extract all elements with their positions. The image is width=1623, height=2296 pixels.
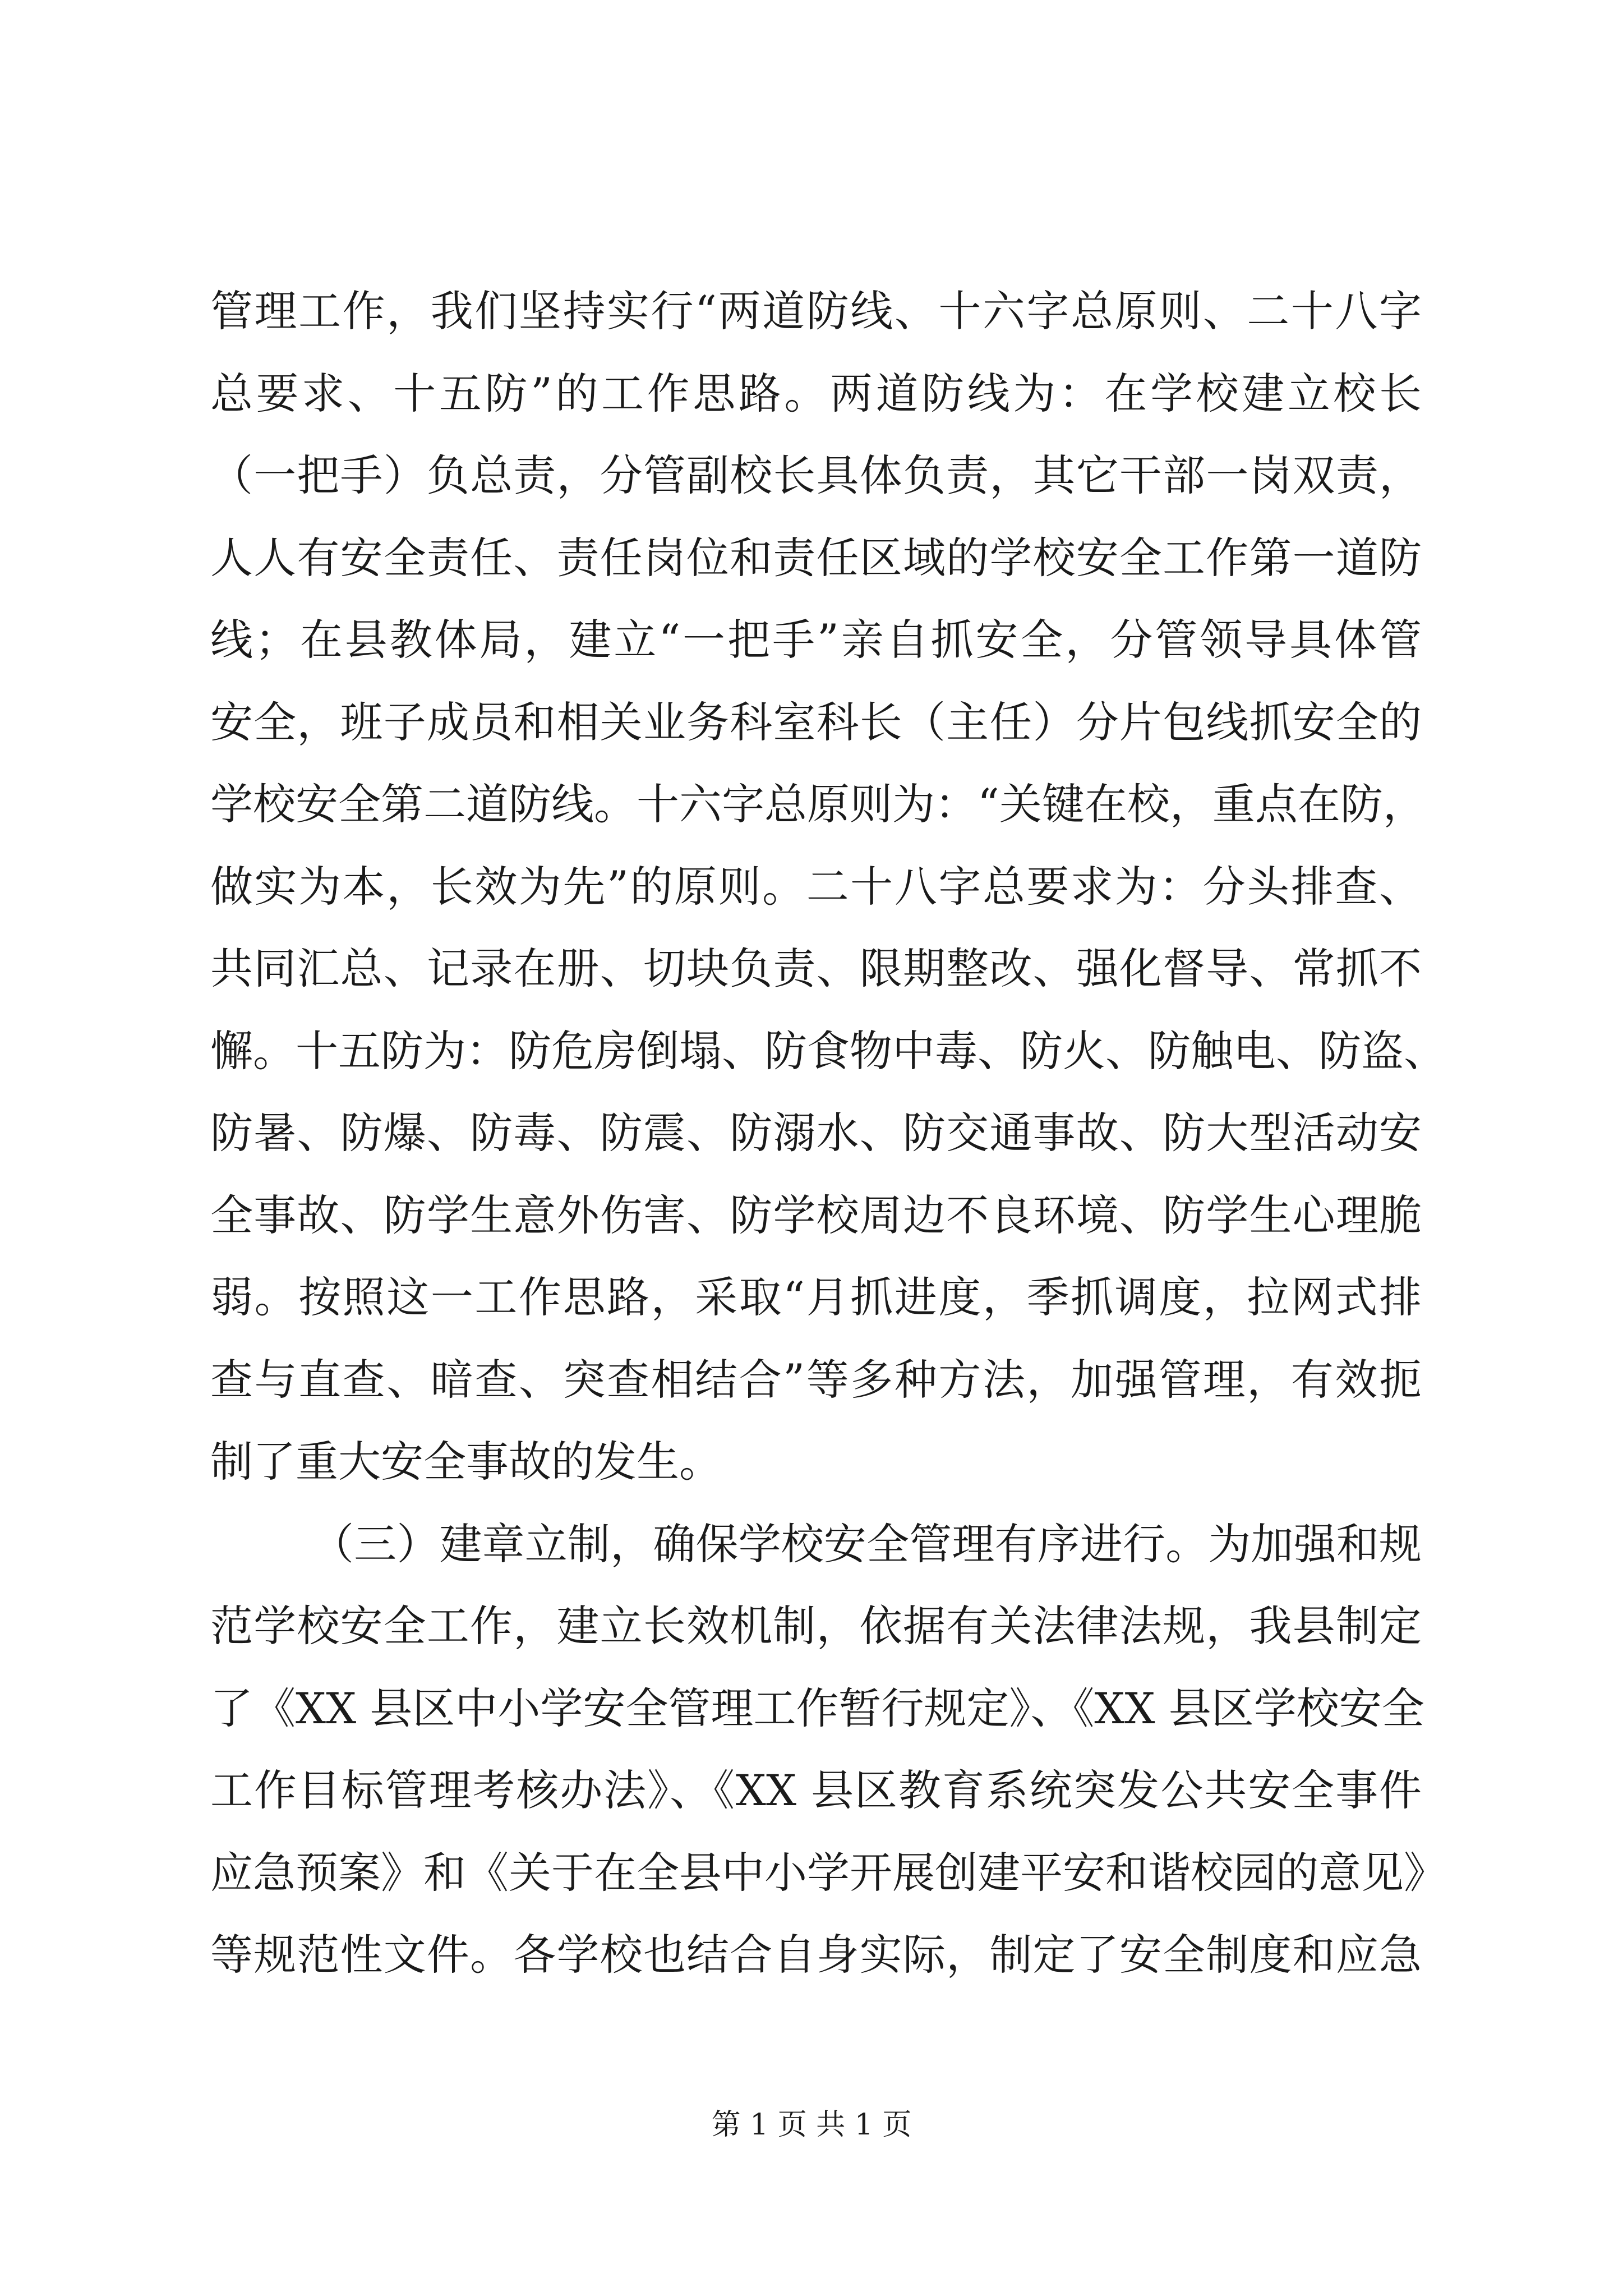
text-line: 工作目标管理考核办法》、《XX 县区教育系统突发公共安全事件 <box>210 1765 1422 1815</box>
text-line: （一把手）负总责，分管副校长具体负责，其它干部一岗双责， <box>210 450 1422 500</box>
body-text <box>210 270 1446 1996</box>
text-line: 查与直查、暗查、突查相结合”等多种方法，加强管理，有效扼 <box>210 1354 1422 1405</box>
text-line: 范学校安全工作，建立长效机制，依据有关法律法规，我县制定 <box>210 1601 1422 1651</box>
text-line: 懈。十五防为：防危房倒塌、防食物中毒、防火、防触电、防盗、 <box>210 1025 1446 1076</box>
text-line: 弱。按照这一工作思路，采取“月抓进度，季抓调度，拉网式排 <box>210 1272 1422 1322</box>
text-line: 做实为本，长效为先”的原则。二十八字总要求为：分头排查、 <box>210 861 1422 912</box>
text-line: 人人有安全责任、责任岗位和责任区域的学校安全工作第一道防 <box>210 532 1422 583</box>
text-line: 线；在县教体局，建立“一把手”亲自抓安全，分管领导具体管 <box>210 615 1422 665</box>
page-number-footer: 第 1 页 共 1 页 <box>711 2108 912 2142</box>
text-line: 防暑、防爆、防毒、防震、防溺水、防交通事故、防大型活动安 <box>210 1108 1422 1158</box>
text-line: 等规范性文件。各学校也结合自身实际，制定了安全制度和应急 <box>210 1930 1422 1980</box>
text-line: 全事故、防学生意外伤害、防学校周边不良环境、防学生心理脆 <box>210 1190 1422 1240</box>
text-line: 总要求、十五防”的工作思路。两道防线为：在学校建立校长 <box>210 368 1422 418</box>
text-line: 应急预案》和《关于在全县中小学开展创建平安和谐校园的意见》 <box>210 1847 1446 1898</box>
text-line: 了《XX 县区中小学安全管理工作暂行规定》、《XX 县区学校安全 <box>210 1683 1424 1733</box>
paragraph-end-line: 制了重大安全事故的发生。 <box>210 1437 722 1487</box>
section-heading-line: （三）建章立制，确保学校安全管理有序进行。为加强和规 <box>311 1519 1422 1569</box>
text-line: 管理工作，我们坚持实行“两道防线、十六字总原则、二十八字 <box>210 286 1422 336</box>
text-line: 安全，班子成员和相关业务科室科长（主任）分片包线抓安全的 <box>210 697 1422 747</box>
text-line: 学校安全第二道防线。十六字总原则为：“关键在校，重点在防， <box>210 779 1426 829</box>
text-line: 共同汇总、记录在册、切块负责、限期整改、强化督导、常抓不 <box>210 944 1422 993</box>
